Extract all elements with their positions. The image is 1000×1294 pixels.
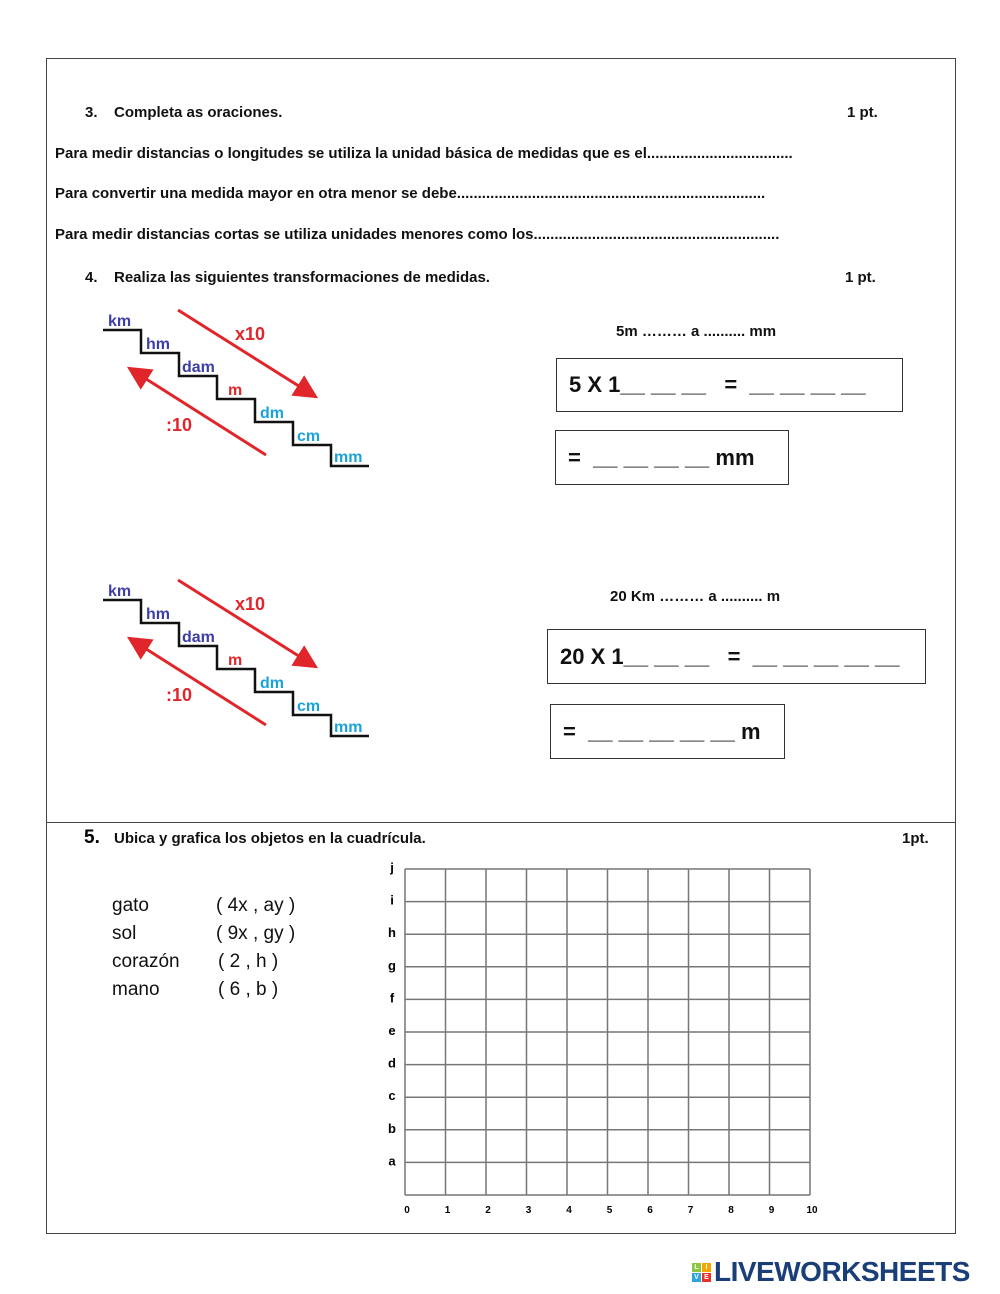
y-tick-label: j bbox=[390, 860, 394, 875]
item-sol-name: sol bbox=[112, 923, 137, 944]
y-tick-label: d bbox=[388, 1055, 396, 1071]
logo-tile: E bbox=[702, 1273, 711, 1282]
liveworksheets-logo bbox=[692, 1256, 970, 1288]
coordinate-grid[interactable] bbox=[370, 855, 830, 1220]
staircase-1 bbox=[90, 300, 390, 485]
unit-km: km bbox=[108, 313, 132, 330]
x-tick-label: 10 bbox=[806, 1205, 818, 1216]
q4-number: 4. bbox=[85, 269, 98, 286]
unit-mm: mm bbox=[334, 449, 363, 466]
divide-label: :10 bbox=[166, 685, 193, 705]
unit-km: km bbox=[108, 583, 132, 600]
logo-tiles-icon bbox=[692, 1263, 711, 1282]
q4-points: 1 pt. bbox=[845, 269, 876, 286]
unit-hm: hm bbox=[146, 336, 170, 353]
x-tick-label: 6 bbox=[647, 1205, 653, 1216]
ex2-line2: = __ __ __ __ __ m bbox=[563, 718, 761, 744]
unit-dam: dam bbox=[182, 359, 215, 376]
unit-staircase-diagram bbox=[90, 570, 390, 750]
ex2-line1: 20 X 1__ __ __ = __ __ __ __ __ bbox=[560, 643, 900, 669]
unit-mm: mm bbox=[334, 719, 363, 736]
item-gato-coord: ( 4x , ay ) bbox=[216, 895, 296, 916]
section-divider bbox=[46, 822, 956, 823]
unit-dm: dm bbox=[260, 675, 284, 692]
logo-text: LIVEWORKSHEETS bbox=[714, 1256, 970, 1287]
ex2-line2-box[interactable] bbox=[550, 704, 785, 759]
x-tick-label: 2 bbox=[485, 1205, 491, 1216]
y-tick-label: g bbox=[388, 957, 396, 973]
x-tick-label: 1 bbox=[444, 1205, 451, 1216]
q3-title: Completa as oraciones. bbox=[114, 104, 283, 121]
unit-hm: hm bbox=[146, 606, 170, 623]
x-tick-label: 8 bbox=[728, 1205, 734, 1216]
q5-points: 1pt. bbox=[902, 830, 929, 847]
unit-cm: cm bbox=[297, 698, 321, 715]
divide-label: :10 bbox=[166, 415, 193, 435]
ex1-prompt: 5m ……… a .......... mm bbox=[616, 323, 777, 340]
ex1-line1: 5 X 1__ __ __ = __ __ __ __ bbox=[569, 372, 866, 397]
x-tick-label: 7 bbox=[687, 1205, 694, 1216]
q5-title: Ubica y grafica los objetos en la cuadrícula. bbox=[114, 830, 426, 847]
staircase-2 bbox=[90, 570, 390, 755]
y-tick-label: h bbox=[388, 925, 396, 941]
ex1-line1-box[interactable] bbox=[556, 358, 903, 412]
q3-sentence-3[interactable]: Para medir distancias cortas se utiliza unidades menores como los........................................................... bbox=[55, 226, 780, 243]
item-sol-coord: ( 9x , gy ) bbox=[216, 923, 296, 944]
q5-number: 5. bbox=[84, 827, 100, 848]
x-tick-label: 9 bbox=[768, 1205, 775, 1216]
unit-m: m bbox=[228, 652, 243, 669]
q4-title: Realiza las siguientes transformaciones de medidas. bbox=[114, 269, 490, 286]
x-tick-label: 0 bbox=[404, 1205, 410, 1216]
ex1-line2: = __ __ __ __ mm bbox=[568, 444, 755, 470]
logo-tile: L bbox=[692, 1263, 701, 1272]
y-tick-label: b bbox=[388, 1120, 396, 1136]
q3-points: 1 pt. bbox=[847, 104, 878, 121]
unit-cm: cm bbox=[297, 428, 321, 445]
item-mano-coord: ( 6 , b ) bbox=[218, 979, 279, 1000]
x-tick-label: 5 bbox=[606, 1205, 613, 1216]
item-corazon-name: corazón bbox=[112, 951, 180, 972]
ex2-prompt: 20 Km ……… a .......... m bbox=[610, 588, 781, 605]
unit-m: m bbox=[228, 382, 243, 399]
y-tick-label: a bbox=[388, 1153, 396, 1169]
divide-arrow bbox=[132, 370, 266, 455]
unit-staircase-diagram bbox=[90, 300, 390, 480]
multiply-label: x10 bbox=[235, 324, 266, 344]
multiply-label: x10 bbox=[235, 594, 266, 614]
q3-sentence-1[interactable]: Para medir distancias o longitudes se utiliza la unidad básica de medidas que es el................................... bbox=[55, 145, 793, 162]
unit-dm: dm bbox=[260, 405, 284, 422]
logo-tile: I bbox=[702, 1263, 711, 1272]
multiply-arrow bbox=[178, 310, 313, 395]
divide-arrow bbox=[132, 640, 266, 725]
item-gato-name: gato bbox=[112, 895, 149, 916]
y-tick-label: e bbox=[388, 1023, 396, 1038]
logo-tile: V bbox=[692, 1273, 701, 1282]
item-mano-name: mano bbox=[112, 979, 160, 1000]
q3-number: 3. bbox=[85, 104, 98, 121]
x-tick-label: 3 bbox=[525, 1205, 532, 1216]
y-tick-label: i bbox=[390, 892, 394, 908]
unit-dam: dam bbox=[182, 629, 215, 646]
ex2-line1-box[interactable] bbox=[547, 629, 926, 684]
multiply-arrow bbox=[178, 580, 313, 665]
x-tick-label: 4 bbox=[566, 1205, 572, 1216]
y-tick-label: c bbox=[388, 1088, 396, 1104]
y-tick-label: f bbox=[389, 990, 395, 1006]
ex1-line2-box[interactable] bbox=[555, 430, 789, 485]
item-corazon-coord: ( 2 , h ) bbox=[218, 951, 279, 972]
q3-sentence-2[interactable]: Para convertir una medida mayor en otra menor se debe.......................................................................... bbox=[55, 185, 766, 202]
